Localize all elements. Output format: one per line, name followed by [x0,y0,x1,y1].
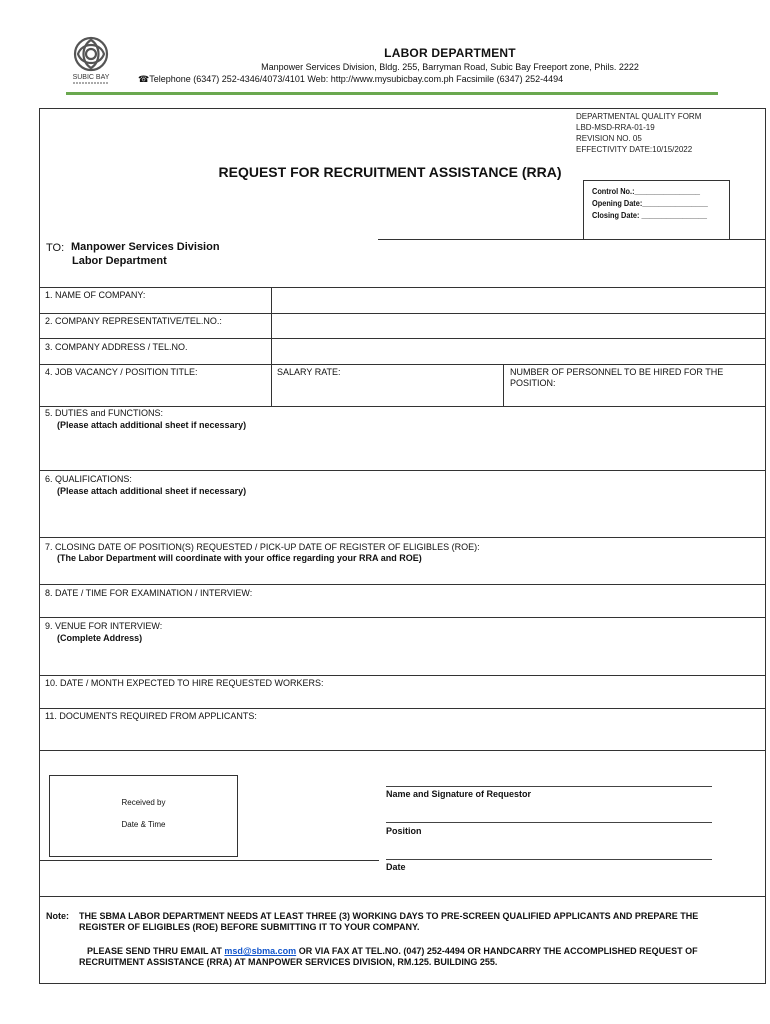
opening-date: Opening Date:________________ [592,199,708,208]
requestor-signature-label: Name and Signature of Requestor [386,789,532,799]
company-address-input[interactable] [272,339,765,363]
received-stamp-box [49,775,238,857]
date-line[interactable] [386,859,712,860]
field-documents-required: 11. DOCUMENTS REQUIRED FROM APPLICANTS: [45,711,257,721]
row-divider [39,584,766,585]
field-salary-rate: SALARY RATE: [277,367,341,377]
requestor-signature-line[interactable] [386,786,712,787]
date-label: Date [386,862,406,872]
field-company-representative: 2. COMPANY REPRESENTATIVE/TEL.NO.: [45,316,222,326]
position-label: Position [386,826,422,836]
closing-date-note: (The Labor Department will coordinate with your office regarding your RRA and ROE) [57,553,422,563]
row-divider [39,406,766,407]
row-divider [39,708,766,709]
row-divider [39,537,766,538]
duties-note: (Please attach additional sheet if necessary) [57,420,247,430]
note-text-prescreen: THE SBMA LABOR DEPARTMENT NEEDS AT LEAST THREE (3) WORKING DAYS TO PRE-SCREEN QUALIFIED APPLICANTS AND PREPARE THE REGISTER OF ELIGIBLES (ROE) BEFORE SUBMITTING IT TO YOUR COMPANY. [79,911,699,932]
control-number: Control No.:________________ [592,187,701,196]
department-title: LABOR DEPARTMENT [384,46,516,60]
to-recipient-division: Manpower Services Division [71,241,220,253]
company-name-input[interactable] [272,288,765,312]
row-divider [39,675,766,676]
date-time-label: Date & Time [121,820,166,829]
field-company-name: 1. NAME OF COMPANY: [45,290,146,300]
received-by-label: Received by [121,798,166,807]
divider [378,239,766,240]
field-closing-date: 7. CLOSING DATE OF POSITION(S) REQUESTED / PICK-UP DATE OF REGISTER OF ELIGIBLES (ROE): [45,542,480,552]
field-personnel-count: NUMBER OF PERSONNEL TO BE HIRED FOR THE POSITION: [510,367,724,388]
telephone-icon: ☎ [138,74,150,84]
row-divider [39,617,766,618]
row-divider [39,470,766,471]
duties-input[interactable] [40,432,765,469]
field-duties-functions: 5. DUTIES and FUNCTIONS: [45,408,164,418]
svg-text:SUBIC BAY: SUBIC BAY [72,74,110,81]
control-box [583,180,730,240]
header-divider [66,92,718,95]
field-job-vacancy: 4. JOB VACANCY / POSITION TITLE: [45,367,198,377]
column-divider [503,364,504,406]
form-title: REQUEST FOR RECRUITMENT ASSISTANCE (RRA) [218,164,562,180]
company-representative-input[interactable] [272,314,765,338]
subic-bay-logo [66,34,116,86]
row-divider [39,896,766,897]
position-line[interactable] [386,822,712,823]
row-divider [39,750,766,751]
to-recipient-department: Labor Department [72,255,167,267]
venue-note: (Complete Address) [57,633,143,643]
divider [39,860,379,861]
note-label: Note: [46,911,69,921]
note-text-submission: PLEASE SEND THRU EMAIL AT msd@sbma.com OR VIA FAX AT TEL.NO. (047) 252-4494 OR HANDCARRY THE ACCOMPLISHED REQUEST OF RECRUITMENT ASSISTANCE (RRA) AT MANPOWER SERVICES DIVISION, RM.125. BUILDING 255. [79,946,698,967]
field-expected-hire-date: 10. DATE / MONTH EXPECTED TO HIRE REQUESTED WORKERS: [45,678,324,688]
closing-date: Closing Date: ________________ [592,211,707,220]
department-contact: ☎Telephone (6347) 252-4346/4073/4101 Web: http://www.mysubicbay.com.ph Facsimile (6347) 252-4494 [138,74,564,84]
field-qualifications: 6. QUALIFICATIONS: [45,474,132,484]
quality-form-info: DEPARTMENTAL QUALITY FORM LBD-MSD-RRA-01-19 REVISION NO. 05 EFFECTIVITY DATE:10/15/2022 [576,112,702,154]
field-interview-venue: 9. VENUE FOR INTERVIEW: [45,621,163,631]
column-divider [271,364,272,406]
email-link[interactable]: msd@sbma.com [224,946,297,956]
field-exam-interview-date: 8. DATE / TIME FOR EXAMINATION / INTERVIEW: [45,588,253,598]
qualifications-note: (Please attach additional sheet if necessary) [57,486,247,496]
department-address: Manpower Services Division, Bldg. 255, Barryman Road, Subic Bay Freeport zone, Phils. 2222 [261,62,639,72]
qualifications-input[interactable] [40,498,765,536]
field-company-address: 3. COMPANY ADDRESS / TEL.NO. [45,342,188,352]
to-label: TO: [46,242,65,254]
row-divider [39,364,766,365]
